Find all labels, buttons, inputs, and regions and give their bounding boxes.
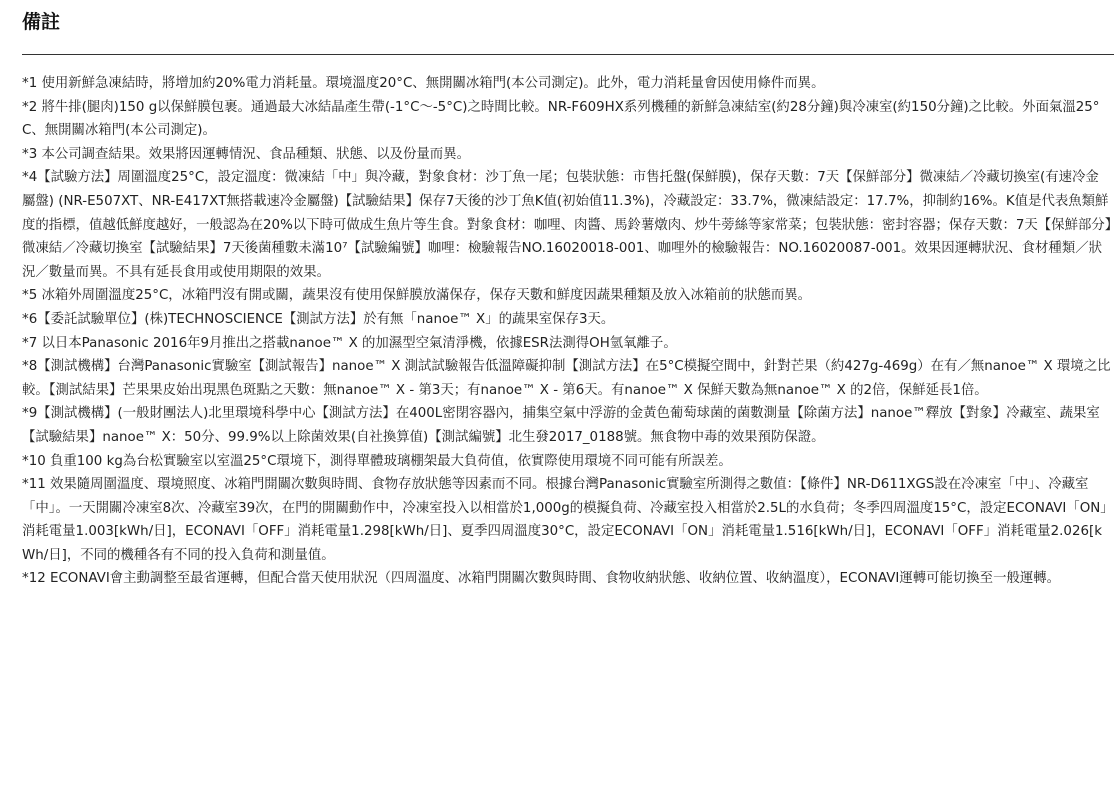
footnote-7: *7 以日本Panasonic 2016年9月推出之搭載nanoe™ X 的加濕型空氣清淨機，依據ESR法測得OH氫氧離子。	[22, 335, 677, 351]
footnote-6: *6【委託試驗單位】(株)TECHNOSCIENCE【測試方法】於有無「nanoe™ X」的蔬果室保存3天。	[22, 311, 615, 327]
footnote-3: *3 本公司調查結果。效果將因運轉情況、食品種類、狀態、以及份量而異。	[22, 146, 470, 162]
footnote-9: *9【測試機構】(一般財團法人)北里環境科學中心【測試方法】在400L密閉容器內，捕集空氣中浮游的金黃色葡萄球菌的菌數測量【除菌方法】nanoe™釋放【對象】冷藏室、蔬果室【試驗結果】nanoe™ X：50分、99.9%以上除菌效果(自社換算值)【測試編號】北生發2017_0188號。無食物中毒的效果預防保證。	[22, 406, 1100, 445]
footnote-12: *12 ECONAVI會主動調整至最省運轉，但配合當天使用狀況（四周溫度、冰箱門開關次數與時間、食物收納狀態、收納位置、收納溫度），ECONAVI運轉可能切換至一般運轉。	[22, 571, 1061, 587]
footnote-list	[22, 55, 1112, 591]
footnote-10: *10 負重100 kg為台松實驗室以室溫25°C環境下，測得單體玻璃棚架最大負荷值，依實際使用環境不同可能有所誤差。	[22, 453, 732, 469]
footnote-1: *1 使用新鮮急凍結時，將增加約20%電力消耗量。環境溫度20°C、無開關冰箱門(本公司測定)。此外，電力消耗量會因使用條件而異。	[22, 76, 825, 91]
footnote-4: *4【試驗方法】周圍溫度25°C，設定溫度：微凍結「中」與冷藏，對象食材：沙丁魚一尾；包裝狀態：市售托盤(保鮮膜)，保存天數：7天【保鮮部分】微凍結／冷藏切換室(有速冷金屬盤) (NR-E507XT、NR-E417XT無搭載速冷金屬盤)【試驗結果】保存7天後的沙丁魚K值(初始值11.3%)，冷藏設定：33.7%，微凍結設定：17.7%，抑制約16%。K值是代表魚類鮮度的指標，值越低鮮度越好，一般認為在20%以下時可做成生魚片等生食。對象食材：咖哩、肉醬、馬鈴薯燉肉、炒牛蒡絲等家常菜；包裝狀態：密封容器；保存天數：7天【保鮮部分】微凍結／冷藏切換室【試驗結果】7天後菌種數未滿10⁷【試驗編號】咖哩：檢驗報告NO.16020018-001、咖哩外的檢驗報告：NO.16020087-001。效果因運轉狀況、食材種類／狀況／數量而異。不具有延長食用或使用期限的效果。	[22, 170, 1112, 280]
footnote-11: *11 效果隨周圍溫度、環境照度、冰箱門開關次數與時間、食物存放狀態等因素而不同。根據台灣Panasonic實驗室所測得之數值：【條件】NR-D611XGS設在冷凍室「中」、冷藏室「中」。一天開關冷凍室8次、冷藏室39次，在門的開關動作中，冷凍室投入以相當於1,000g的模擬負荷、冷藏室投入相當於2.5L的水負荷；冬季四周溫度15°C，設定ECONAVI「ON」消耗電量1.003[kWh/日]，ECONAVI「OFF」消耗電量1.298[kWh/日]、夏季四周溫度30°C，設定ECONAVI「ON」消耗電量1.516[kWh/日]，ECONAVI「OFF」消耗電量2.026[kWh/日]，不同的機種各有不同的投入負荷和測量值。	[22, 477, 1107, 563]
page-title: 備註	[22, 11, 61, 33]
footnote-8: *8【測試機構】台灣Panasonic實驗室【測試報告】nanoe™ X 測試試驗報告低溫障礙抑制【測試方法】在5°C模擬空間中，針對芒果（約427g-469g）在有／無nanoe™ X 環境之比較。【測試結果】芒果果皮始出現黑色斑點之天數：無nanoe™ X - 第3天；有nanoe™ X - 第6天。有nanoe™ X 保鮮天數為無nanoe™ X 的2倍，保鮮延長1倍。	[22, 359, 1111, 398]
footnote-5: *5 冰箱外周圍溫度25°C，冰箱門沒有開或關，蔬果沒有使用保鮮膜放滿保存，保存天數和鮮度因蔬果種類及放入冰箱前的狀態而異。	[22, 288, 812, 304]
footnote-2: *2 將牛排(腿肉)150 g以保鮮膜包裹。通過最大冰結晶產生帶(-1°C～-5°C)之時間比較。NR-F609HX系列機種的新鮮急凍結室(約28分鐘)與冷凍室(約150分鐘)之比較。外面氣溫25°C、無開關冰箱門(本公司測定)。	[22, 99, 1100, 139]
